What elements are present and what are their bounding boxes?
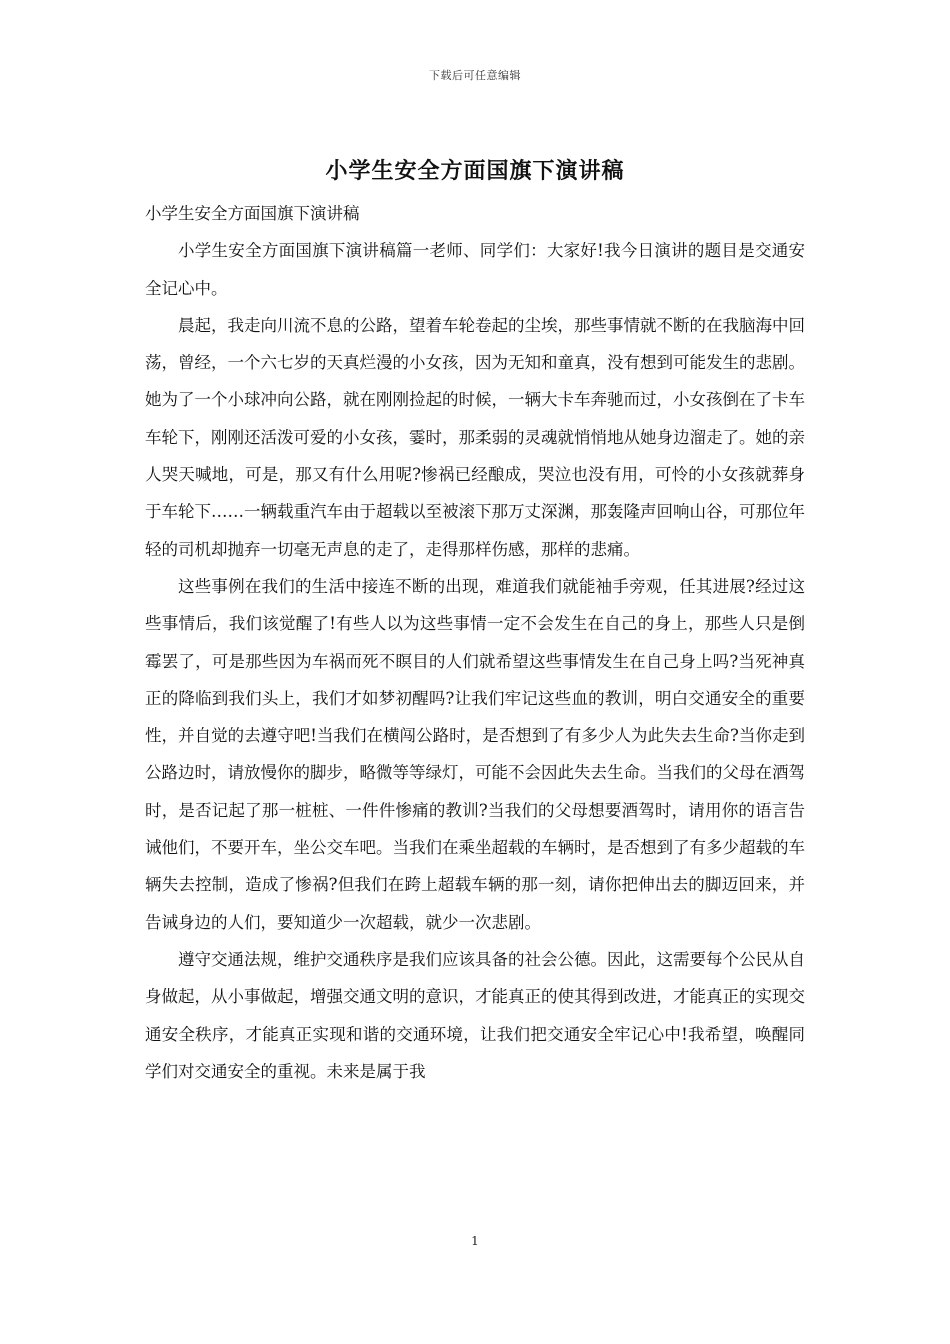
subtitle-paragraph: 小学生安全方面国旗下演讲稿 — [145, 204, 360, 223]
page-number: 1 — [471, 1234, 479, 1248]
body-paragraph: 晨起，我走向川流不息的公路，望着车轮卷起的尘埃，那些事情就不断的在我脑海中回荡，曾经，一个六七岁的天真烂漫的小女孩，因为无知和童真，没有想到可能发生的悲剧。她为了一个小球冲向公路，就在刚刚捡起的时候，一辆大卡车奔驰而过，小女孩倒在了卡车车轮下，刚刚还活泼可爱的小女孩，霎时，那柔弱的灵魂就悄悄地从她身边溜走了。她的亲人哭天喊地，可是，那又有什么用呢?惨祸已经酿成，哭泣也没有用，可怜的小女孩就葬身于车轮下……一辆载重汽车由于超载以至被滚下那万丈深渊，那轰隆声回响山谷，可那位年轻的司机却抛弃一切毫无声息的走了，走得那样伤感，那样的悲痛。 — [145, 315, 805, 559]
document-title: 小学生安全方面国旗下演讲稿 — [325, 158, 625, 184]
body-paragraph: 小学生安全方面国旗下演讲稿篇一老师、同学们：大家好!我今日演讲的题目是交通安全记心中。 — [145, 241, 805, 298]
document-body — [145, 195, 805, 1090]
header-note: 下载后可任意编辑 — [429, 69, 521, 82]
body-paragraph: 这些事例在我们的生活中接连不断的出现，难道我们就能袖手旁观，任其进展?经过这些事情后，我们该觉醒了!有些人以为这些事情一定不会发生在自己的身上，那些人只是倒霉罢了，可是那些因为车祸而死不瞑目的人们就希望这些事情发生在自己身上吗?当死神真正的降临到我们头上，我们才如梦初醒吗?让我们牢记这些血的教训，明白交通安全的重要性，并自觉的去遵守吧!当我们在横闯公路时，是否想到了有多少人为此失去生命?当你走到公路边时，请放慢你的脚步，略微等等绿灯，可能不会因此失去生命。当我们的父母在酒驾时，是否记起了那一桩桩、一件件惨痛的教训?当我们的父母想要酒驾时，请用你的语言告诫他们，不要开车，坐公交车吧。当我们在乘坐超载的车辆时，是否想到了有多少超载的车辆失去控制，造成了惨祸?但我们在跨上超载车辆的那一刻，请你把伸出去的脚迈回来，并告诫身边的人们，要知道少一次超载，就少一次悲剧。 — [145, 576, 805, 932]
body-paragraph: 遵守交通法规，维护交通秩序是我们应该具备的社会公德。因此，这需要每个公民从自身做起，从小事做起，增强交通文明的意识，才能真正的使其得到改进，才能真正的实现交通安全秩序，才能真正实现和谐的交通环境，让我们把交通安全牢记心中!我希望，唤醒同学们对交通安全的重视。未来是属于我 — [145, 949, 805, 1081]
